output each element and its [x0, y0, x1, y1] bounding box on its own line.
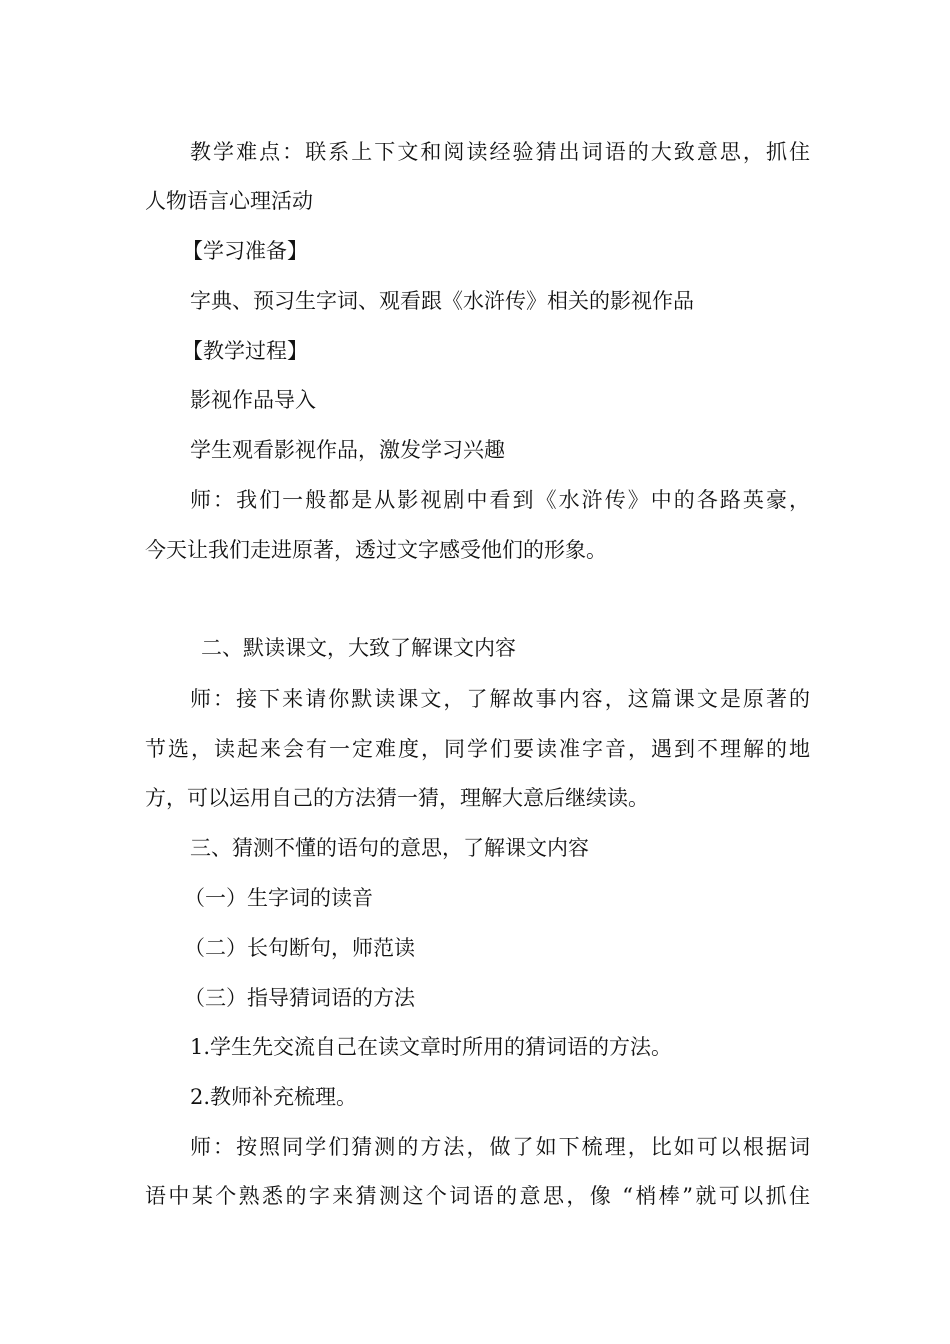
paragraph-line: 学生观看影视作品，激发学习兴趣 — [190, 438, 505, 462]
paragraph-line: 语中某个熟悉的字来猜测这个词语的意思，像 “梢棒”就可以抓住 — [145, 1184, 810, 1208]
subsection-heading: （三）指导猜词语的方法 — [184, 986, 415, 1010]
paragraph-line: 教学难点：联系上下文和阅读经验猜出词语的大致意思，抓住 — [190, 140, 810, 164]
list-item: 2.教师补充梳理。 — [190, 1085, 358, 1109]
paragraph-line: 今天让我们走进原著，透过文字感受他们的形象。 — [145, 538, 607, 562]
section-heading: 【学习准备】 — [182, 239, 308, 263]
list-item: 1.学生先交流自己在读文章时所用的猜词语的方法。 — [190, 1035, 673, 1059]
paragraph-line: 字典、预习生字词、观看跟《水浒传》相关的影视作品 — [190, 289, 694, 313]
subsection-heading: （一）生字词的读音 — [184, 886, 373, 910]
section-heading: 二、默读课文，大致了解课文内容 — [201, 636, 516, 660]
paragraph-line: 方，可以运用自己的方法猜一猜，理解大意后继续读。 — [145, 786, 649, 810]
paragraph-line: 影视作品导入 — [190, 388, 316, 412]
paragraph-line: 人物语言心理活动 — [145, 189, 313, 213]
section-heading: 【教学过程】 — [182, 339, 308, 363]
section-heading: 三、猜测不懂的语句的意思，了解课文内容 — [190, 836, 589, 860]
paragraph-line: 师：我们一般都是从影视剧中看到《水浒传》中的各路英豪， — [190, 488, 810, 512]
paragraph-line: 师：按照同学们猜测的方法，做了如下梳理，比如可以根据词 — [190, 1135, 810, 1159]
paragraph-line: 节选，读起来会有一定难度，同学们要读准字音，遇到不理解的地 — [145, 737, 810, 761]
paragraph-line: 师：接下来请你默读课文，了解故事内容，这篇课文是原著的 — [190, 687, 810, 711]
subsection-heading: （二）长句断句，师范读 — [184, 936, 415, 960]
